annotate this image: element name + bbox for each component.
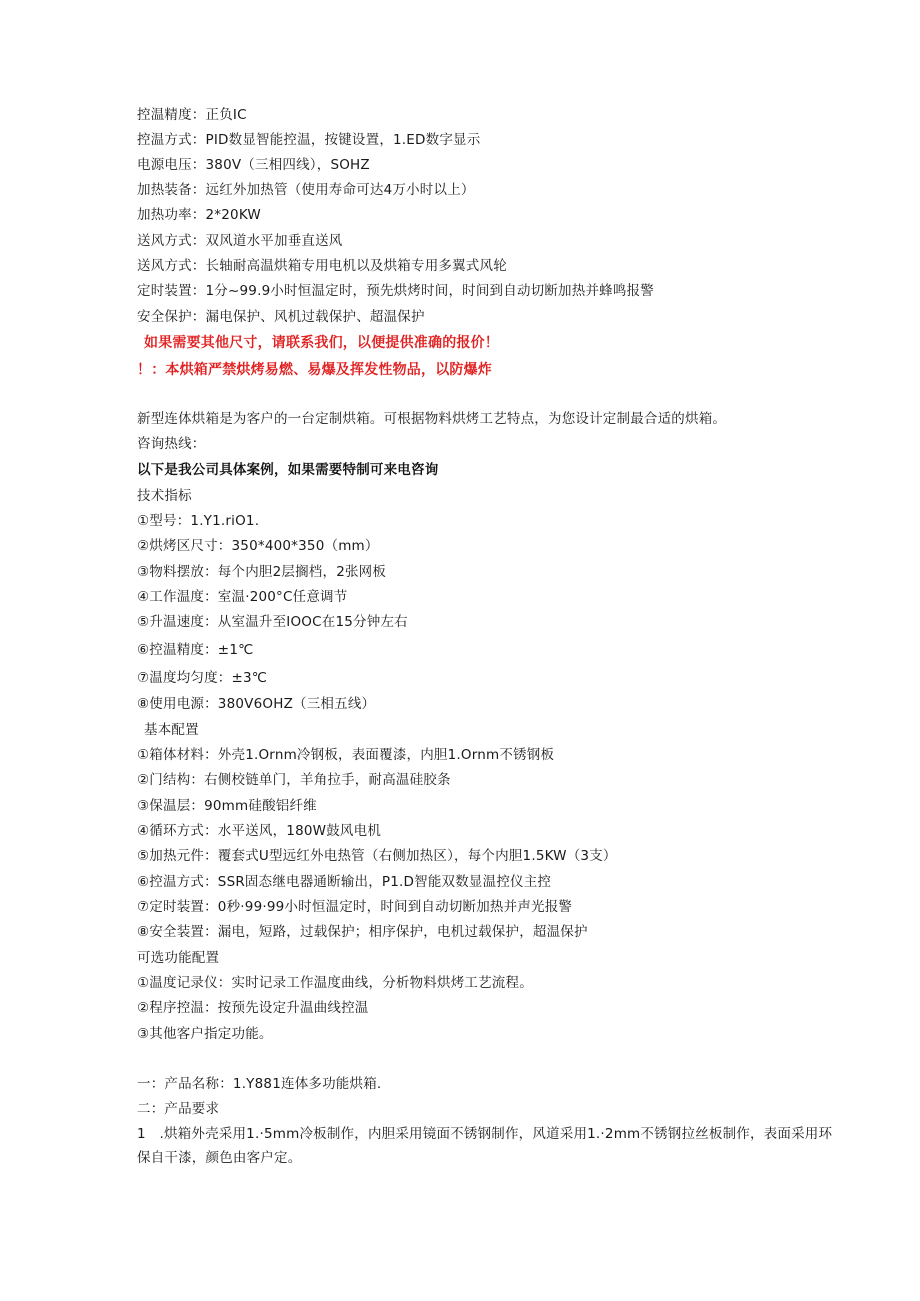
spec-timer: 定时装置：1分~99.9小时恒温定时，预先烘烤时间，时间到自动切断加热并蜂鸣报警 (137, 283, 654, 299)
product-name: 一：产品名称：1.Y881连体多功能烘箱. (137, 1076, 382, 1092)
basic-heading: 基本配置 (144, 722, 199, 738)
spec-air-supply-1: 送风方式：双风道水平加垂直送风 (137, 233, 343, 249)
case-heading: 以下是我公司具体案例，如果需要特制可来电咨询 (137, 462, 439, 478)
spec-safety: 安全保护：漏电保护、风机过载保护、超温保护 (137, 309, 425, 325)
spec-heating-equipment: 加热装备：远红外加热管（使用寿命可达4万小时以上） (137, 182, 475, 198)
spec-temp-precision: 控温精度：正负IC (137, 107, 247, 123)
optional-heading: 可选功能配置 (137, 950, 220, 966)
spec-temp-control-method: 控温方式：PID数显智能控温，按键设置，1.ED数字显示 (137, 132, 481, 148)
product-requirements-heading: 二：产品要求 (137, 1101, 220, 1117)
basic-item: ③保温层：90mm硅酸铝纤维 (137, 798, 317, 814)
tech-item: ⑧使用电源：380V6OHZ（三相五线） (137, 696, 376, 712)
basic-item: ⑥控温方式：SSR固态继电器通断输出，P1.D智能双数显温控仪主控 (137, 874, 552, 890)
optional-item: ①温度记录仪：实时记录工作温度曲线，分析物料烘烤工艺流程。 (137, 975, 533, 991)
spec-heating-power: 加热功率：2*20KW (137, 207, 261, 223)
tech-item: ⑤升温速度：从室温升至IOOC在15分钟左右 (137, 614, 408, 630)
spec-air-supply-2: 送风方式：长轴耐高温烘箱专用电机以及烘箱专用多翼式风轮 (137, 258, 507, 274)
basic-item: ①箱体材料：外壳1.Ornm冷钢板，表面覆漆，内胆1.Ornm不锈钢板 (137, 747, 555, 763)
basic-item: ⑤加热元件：覆套式U型远红外电热管（右侧加热区），每个内胆1.5KW（3支） (137, 848, 617, 864)
basic-item: ④循环方式：水平送风，180W鼓风电机 (137, 823, 382, 839)
optional-item: ②程序控温：按预先设定升温曲线控温 (137, 1000, 369, 1016)
basic-item: ⑧安全装置：漏电，短路，过载保护；相序保护，电机过载保护，超温保护 (137, 924, 588, 940)
tech-item: ④工作温度：室温·200°C任意调节 (137, 589, 348, 605)
tech-item: ③物料摆放：每个内胆2层搁档，2张网板 (137, 564, 387, 580)
spec-power-voltage: 电源电压：380V（三相四线），SOHZ (137, 157, 370, 173)
intro-hotline: 咨询热线： (137, 436, 206, 452)
notice-custom-size: 如果需要其他尺寸，请联系我们，以便提供准确的报价！ (144, 335, 499, 351)
notice-warning: ！：本烘箱严禁烘烤易燃、易爆及挥发性物品，以防爆炸 (137, 362, 492, 378)
basic-item: ⑦定时装置：0秒·99·99小时恒温定时，时间到自动切断加热并声光报警 (137, 899, 573, 915)
intro-description: 新型连体烘箱是为客户的一台定制烘箱。可根据物料烘烤工艺特点，为您设计定制最合适的烘箱。 (137, 411, 727, 427)
tech-heading: 技术指标 (137, 488, 192, 504)
tech-item: ⑦温度均匀度：±3℃ (137, 670, 268, 686)
tech-item: ⑥控温精度：±1℃ (137, 642, 254, 658)
product-requirement-1: 1 .烘箱外壳采用1.·5mm冷板制作，内胆采用镜面不锈钢制作，风道采用1.·2mm不锈钢拉丝板制作，表面采用环保自干漆，颜色由客户定。 (137, 1126, 833, 1166)
tech-item: ②烘烤区尺寸：350*400*350（mm） (137, 538, 379, 554)
optional-item: ③其他客户指定功能。 (137, 1026, 273, 1042)
basic-item: ②门结构：右侧校链单门，羊角拉手，耐高温硅胶条 (137, 772, 451, 788)
tech-item: ①型号：1.Y1.riO1. (137, 513, 260, 529)
